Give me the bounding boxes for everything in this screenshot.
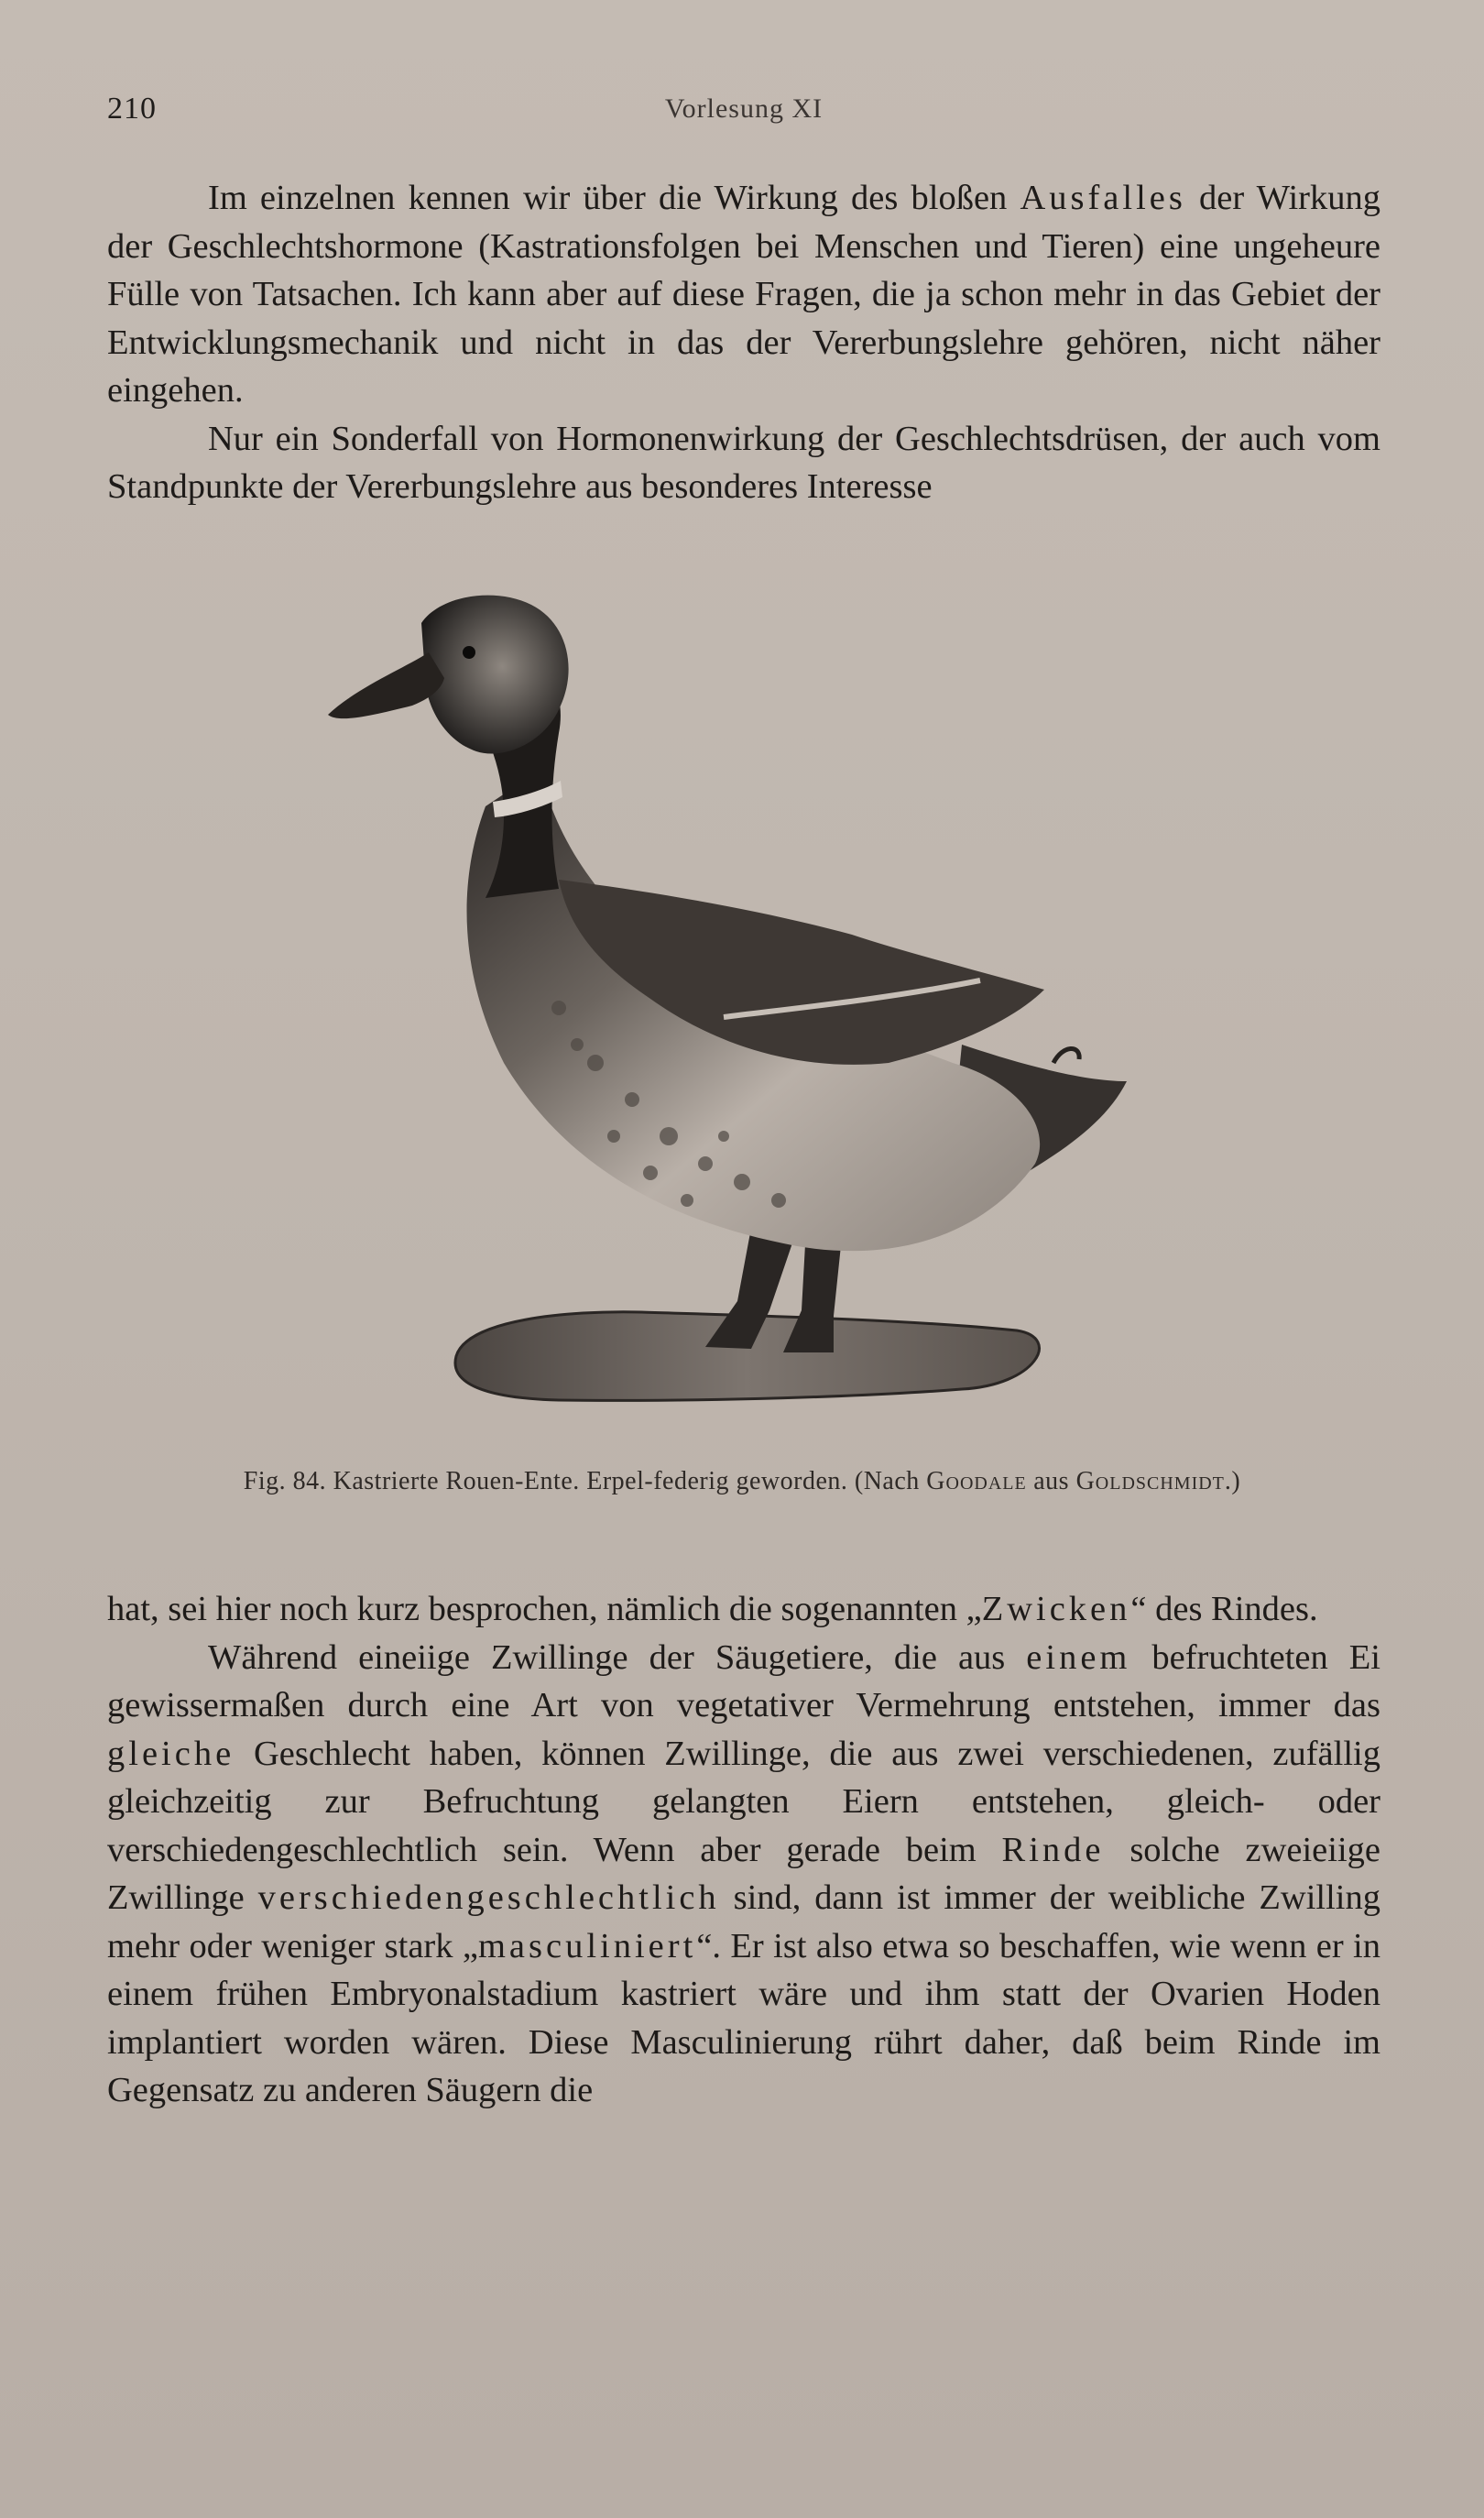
figure-duck [321, 586, 1163, 1448]
page-number: 210 [107, 92, 157, 126]
paragraph: Während eineiige Zwillinge der Säugetiere, die aus einem befruchteten Ei gewissermaßen durch eine Art von vegetativer Vermehrung entstehen, immer das gleiche Geschlecht haben, können Zwillinge, die aus zwei verschiedenen, zufällig gleichzeitig zur Befruchtung gelangten Eiern entstehen, gleich- oder verschiedengeschlechtlich sein. Wenn aber gerade beim Rinde solche zweieiige Zwillinge verschiedengeschlechtlich sind, dann ist immer der weibliche Zwilling mehr oder weniger stark „masculiniert“. Er ist also etwa so beschaffen, wie wenn er in einem frühen Embryonalstadium kastriert wäre und ihm statt der Ovarien Hoden implantiert worden wären. Diese Masculinierung rührt daher, daß beim Rinde im Gegensatz zu anderen Säugern die [107, 1637, 1380, 2109]
emphasis-spaced: verschiedengeschlechtlich [257, 1878, 720, 1917]
paragraph: Im einzelnen kennen wir über die Wirkung des bloßen Ausfalles der Wirkung der Geschlechtshormone (Kastrationsfolgen bei Menschen und Tieren) eine ungeheure Fülle von Tatsachen. Ich kann aber auf diese Fragen, die ja schon mehr in das Gebiet der Entwicklungsmechanik und nicht in das der Vererbungslehre gehören, nicht näher eingehen. [107, 179, 1380, 410]
caption-author: Goldschmidt [1075, 1467, 1225, 1495]
running-head: Vorlesung XI [664, 93, 824, 124]
figure-caption: Fig. 84. Kastrierte Rouen-Ente. Erpel-federig geworden. (Nach Goodale aus Goldschmidt.) [243, 1467, 1241, 1495]
emphasis-spaced: masculiniert [477, 1926, 697, 1965]
bottom-text-block [107, 1585, 1380, 2115]
paragraph: Nur ein Sonderfall von Hormonenwirkung der Geschlechtsdrüsen, der auch vom Standpunkte der Vererbungslehre aus besonderes Interesse [107, 419, 1380, 506]
emphasis-spaced: Rinde [1001, 1830, 1105, 1869]
paragraph: hat, sei hier noch kurz besprochen, nämlich die sogenannten „Zwicken“ des Rindes. [107, 1590, 1318, 1628]
emphasis-spaced: Zwicken [981, 1590, 1131, 1628]
caption-author: Goodale [926, 1467, 1027, 1495]
page-header [107, 92, 1380, 137]
emphasis-spaced: gleiche [107, 1734, 235, 1773]
emphasis-spaced: einem [1026, 1637, 1131, 1677]
top-text-block [107, 174, 1380, 511]
emphasis-spaced: Ausfalles [1020, 179, 1186, 217]
duck-illustration-icon [321, 586, 1163, 1448]
